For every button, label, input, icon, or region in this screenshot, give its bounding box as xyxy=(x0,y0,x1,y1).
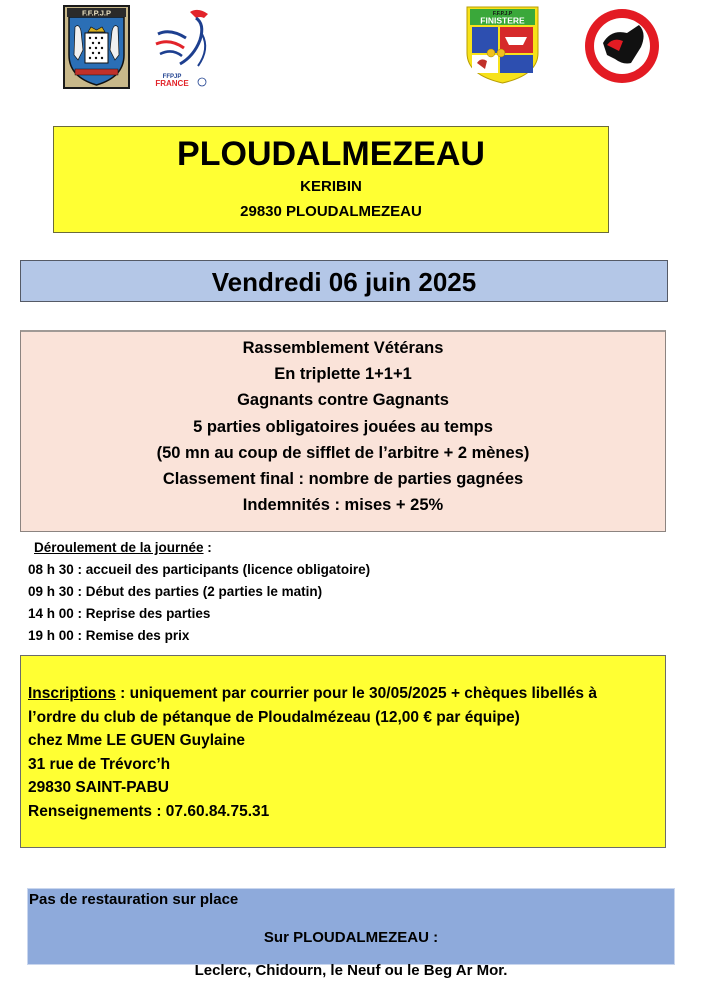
inscriptions-line-2: l’ordre du club de pétanque de Ploudalmézeau (12,00 € par équipe) xyxy=(28,708,520,726)
schedule-heading-text: Déroulement de la journée xyxy=(34,540,204,555)
detail-line: Gagnants contre Gagnants xyxy=(237,391,449,410)
schedule-section xyxy=(28,537,370,647)
event-location-box xyxy=(53,126,609,233)
detail-line: Rassemblement Vétérans xyxy=(242,339,444,357)
inscriptions-label: Inscriptions xyxy=(28,685,116,702)
detail-line: (50 mn au coup de sifflet de l’arbitre + 2 mènes) xyxy=(156,443,530,462)
schedule-item: 09 h 30 : Début des parties (2 parties le matin) xyxy=(28,584,323,599)
ffpjp-france-logo xyxy=(150,4,220,88)
schedule-heading-colon: : xyxy=(203,540,212,555)
contact-city: 29830 SAINT-PABU xyxy=(28,779,169,796)
town-title: PLOUDALMEZEAU xyxy=(177,135,485,173)
detail-line: En triplette 1+1+1 xyxy=(274,365,412,384)
restauration-notice: Pas de restauration sur place xyxy=(29,891,239,908)
schedule-heading xyxy=(34,537,370,559)
restauration-options: Leclerc, Chidourn, le Neuf ou le Beg Ar Mor. xyxy=(194,962,508,979)
event-date: Vendredi 06 juin 2025 xyxy=(211,267,477,297)
svg-text:FFPJP: FFPJP xyxy=(162,74,182,80)
restauration-town: Sur PLOUDALMEZEAU : xyxy=(263,929,439,946)
inscriptions-line-1 xyxy=(28,682,665,706)
contact-street: 31 rue de Trévorc’h xyxy=(28,755,171,773)
ffpjp-bretagne-logo xyxy=(63,5,130,89)
detail-line: Indemnités : mises + 25% xyxy=(242,496,444,515)
restauration-box xyxy=(27,888,675,965)
venue-place: KERIBIN xyxy=(300,178,362,195)
inscriptions-text: : uniquement par courrier pour le 30/05/2025 + chèques libellés à xyxy=(115,685,597,702)
detail-line: 5 parties obligatoires jouées au temps xyxy=(193,417,493,436)
event-date-box xyxy=(20,260,668,302)
detail-line: Classement final : nombre de parties gagnées xyxy=(162,470,524,489)
svg-text:F.F.P.J.P: F.F.P.J.P xyxy=(81,8,112,18)
contact-phone: Renseignements : 07.60.84.75.31 xyxy=(28,802,270,820)
schedule-item: 19 h 00 : Remise des prix xyxy=(28,628,190,643)
event-details-box xyxy=(20,330,666,532)
schedule-item: 14 h 00 : Reprise des parties xyxy=(28,606,211,621)
svg-text:FINISTERE: FINISTERE xyxy=(480,15,525,26)
schedule-item: 08 h 30 : accueil des participants (licence obligatoire) xyxy=(28,562,371,577)
svg-text:F.F.P.J.P: F.F.P.J.P xyxy=(492,11,513,17)
svg-text:FRANCE: FRANCE xyxy=(155,79,189,88)
ffpjp-finistere-logo xyxy=(465,5,540,85)
venue-address: 29830 PLOUDALMEZEAU xyxy=(240,203,422,220)
contact-name: chez Mme LE GUEN Guylaine xyxy=(28,732,246,749)
club-logo xyxy=(583,7,661,85)
inscriptions-box xyxy=(20,655,666,848)
